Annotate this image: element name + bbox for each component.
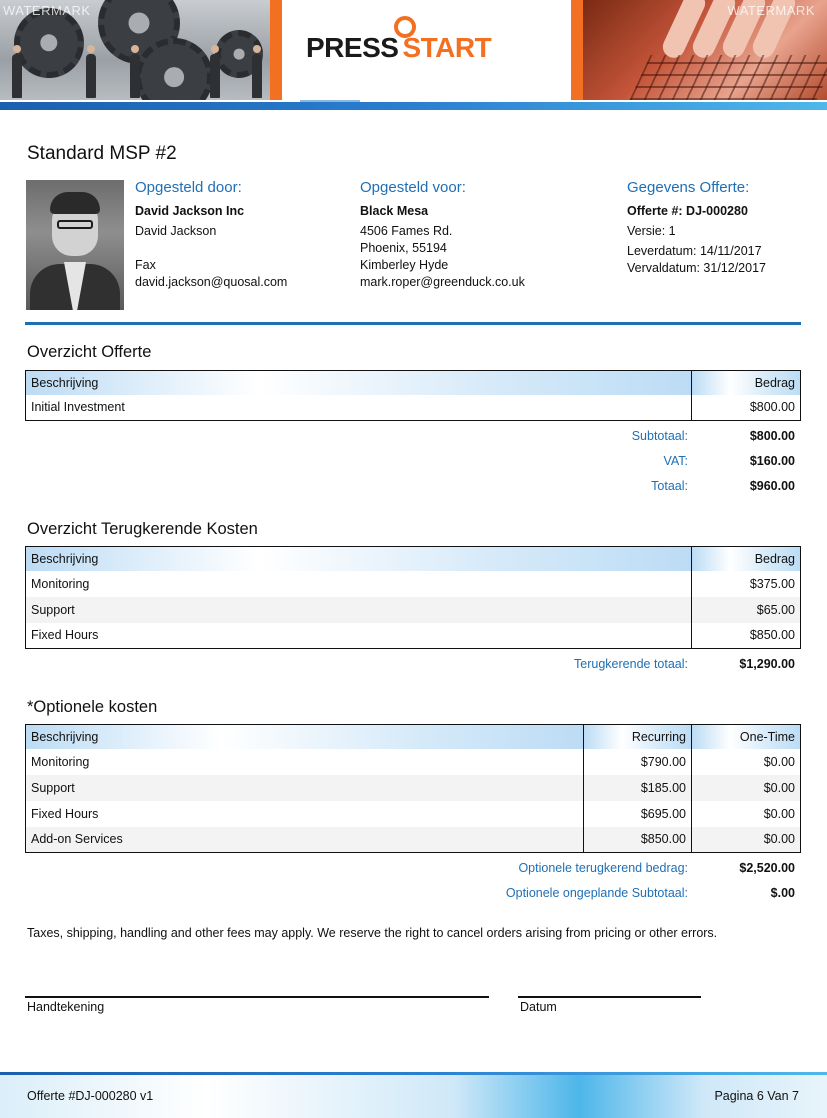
prepared-for-company: Black Mesa	[360, 204, 429, 218]
optional-recurring-total-label: Optionele terugkerend bedrag:	[518, 861, 688, 875]
row-description: Monitoring	[31, 754, 90, 769]
row-description: Support	[26, 775, 584, 801]
row-amount: $850.00	[692, 623, 801, 649]
watermark-right: WATERMARK	[727, 3, 815, 18]
table-row	[26, 571, 801, 597]
vat-label: VAT:	[663, 454, 688, 468]
row-onetime: $0.00	[692, 749, 801, 775]
gears-teamwork-image	[0, 0, 282, 100]
recurring-table	[25, 546, 801, 649]
header-rule	[0, 102, 827, 110]
signature-line[interactable]	[25, 996, 489, 998]
vat-row	[25, 454, 801, 479]
orange-strip	[571, 0, 583, 100]
col-description-header: Beschrijving	[26, 547, 692, 571]
date-label: Datum	[520, 1000, 557, 1014]
table-row	[26, 827, 801, 853]
footer-quote-ref: Offerte #DJ-000280 v1	[27, 1089, 154, 1103]
footer-page-number: Pagina 6 Van 7	[714, 1089, 799, 1103]
prepared-for-heading: Opgesteld voor:	[360, 179, 466, 196]
quote-number: Offerte #: DJ-000280	[627, 204, 748, 218]
avatar	[26, 180, 124, 310]
logo-power-icon	[394, 16, 416, 38]
subtotal-label: Subtotaal:	[631, 429, 688, 443]
person-figure	[12, 54, 22, 98]
row-amount: $800.00	[692, 395, 801, 421]
row-description: Fixed Hours	[31, 628, 99, 643]
quote-details-block	[627, 179, 817, 277]
prepared-by-heading: Opgesteld door:	[135, 179, 242, 196]
row-onetime: $0.00	[692, 827, 801, 853]
optional-recurring-total-row	[25, 861, 801, 886]
row-recurring: $185.00	[584, 775, 692, 801]
overview-table	[25, 370, 801, 421]
header-banner	[0, 0, 827, 100]
overview-title: Overzicht Offerte	[27, 343, 152, 361]
col-amount-header: Bedrag	[692, 371, 801, 395]
total-value: $960.00	[749, 479, 795, 493]
optional-table	[25, 724, 801, 853]
table-row	[26, 597, 801, 623]
optional-totals	[25, 861, 801, 911]
total-label: Totaal:	[651, 479, 688, 493]
person-figure	[86, 54, 96, 98]
total-row	[25, 479, 801, 504]
quote-version: Versie: 1	[627, 224, 676, 238]
row-description: Fixed Hours	[31, 806, 99, 821]
overview-totals	[25, 429, 801, 504]
optional-title: *Optionele kosten	[27, 698, 158, 716]
watermark-left: WATERMARK	[3, 3, 91, 18]
vat-value: $160.00	[749, 454, 795, 468]
document-title: Standard MSP #2	[27, 143, 177, 164]
orange-strip	[270, 0, 282, 100]
recurring-totals	[25, 657, 801, 682]
date-line[interactable]	[518, 996, 701, 998]
row-recurring: $790.00	[584, 749, 692, 775]
optional-unplanned-value: $.00	[770, 886, 795, 900]
table-row	[26, 775, 801, 801]
col-description-header: Beschrijving	[26, 725, 584, 749]
row-description: Support	[26, 597, 692, 623]
prepared-for-address1: 4506 Fames Rd.	[360, 224, 453, 238]
signature-label: Handtekening	[27, 1000, 105, 1014]
row-onetime: $0.00	[692, 801, 801, 827]
prepared-by-name: David Jackson	[135, 224, 217, 238]
optional-unplanned-row	[25, 886, 801, 911]
row-amount: $375.00	[692, 571, 801, 597]
prepared-by-fax: Fax	[135, 258, 156, 272]
person-figure	[210, 54, 220, 98]
prepared-for-contact: Kimberley Hyde	[360, 258, 449, 272]
table-row	[26, 395, 801, 421]
quote-details-heading: Gegevens Offerte:	[627, 179, 750, 196]
prepared-for-block	[360, 179, 600, 291]
recurring-total-row	[25, 657, 801, 682]
col-description-header: Beschrijving	[26, 371, 692, 395]
person-figure	[130, 54, 140, 98]
gear-icon	[14, 8, 84, 78]
subtotal-row	[25, 429, 801, 454]
person-figure	[252, 54, 262, 98]
optional-recurring-total-value: $2,520.00	[739, 861, 795, 875]
prepared-for-email[interactable]: mark.roper@greenduck.co.uk	[360, 275, 525, 289]
gear-icon	[135, 38, 213, 100]
optional-unplanned-label: Optionele ongeplande Subtotaal:	[505, 886, 688, 900]
logo-text-press: PRESS	[306, 32, 399, 63]
recurring-total-value: $1,290.00	[739, 657, 795, 671]
keyboard-keys	[630, 55, 827, 100]
row-description: Initial Investment	[31, 400, 125, 415]
recurring-total-label: Terugkerende totaal:	[574, 657, 688, 671]
row-recurring: $695.00	[584, 801, 692, 827]
table-row	[26, 623, 801, 649]
prepared-by-email[interactable]: david.jackson@quosal.com	[135, 275, 288, 289]
row-onetime: $0.00	[692, 775, 801, 801]
prepared-by-block	[135, 179, 355, 291]
recurring-title: Overzicht Terugkerende Kosten	[27, 520, 258, 538]
row-description: Add-on Services	[26, 827, 584, 853]
disclaimer-text: Taxes, shipping, handling and other fees may apply. We reserve the right to cancel orders arising from pricing or other errors.	[27, 926, 718, 940]
row-description: Monitoring	[31, 576, 90, 591]
table-row	[26, 749, 801, 775]
quote-delivery-date: Leverdatum: 14/11/2017	[627, 244, 762, 258]
row-recurring: $850.00	[584, 827, 692, 853]
col-recurring-header: Recurring	[584, 725, 692, 749]
quote-expiry-date: Vervaldatum: 31/12/2017	[627, 261, 766, 275]
row-amount: $65.00	[692, 597, 801, 623]
logo-text-start: START	[402, 32, 492, 63]
col-amount-header: Bedrag	[692, 547, 801, 571]
prepared-for-address2: Phoenix, 55194	[360, 241, 447, 255]
section-divider	[25, 322, 801, 325]
subtotal-value: $800.00	[749, 429, 795, 443]
prepared-by-company: David Jackson Inc	[135, 204, 245, 218]
press-start-logo	[306, 30, 546, 66]
col-onetime-header: One-Time	[692, 725, 801, 749]
table-row	[26, 801, 801, 827]
